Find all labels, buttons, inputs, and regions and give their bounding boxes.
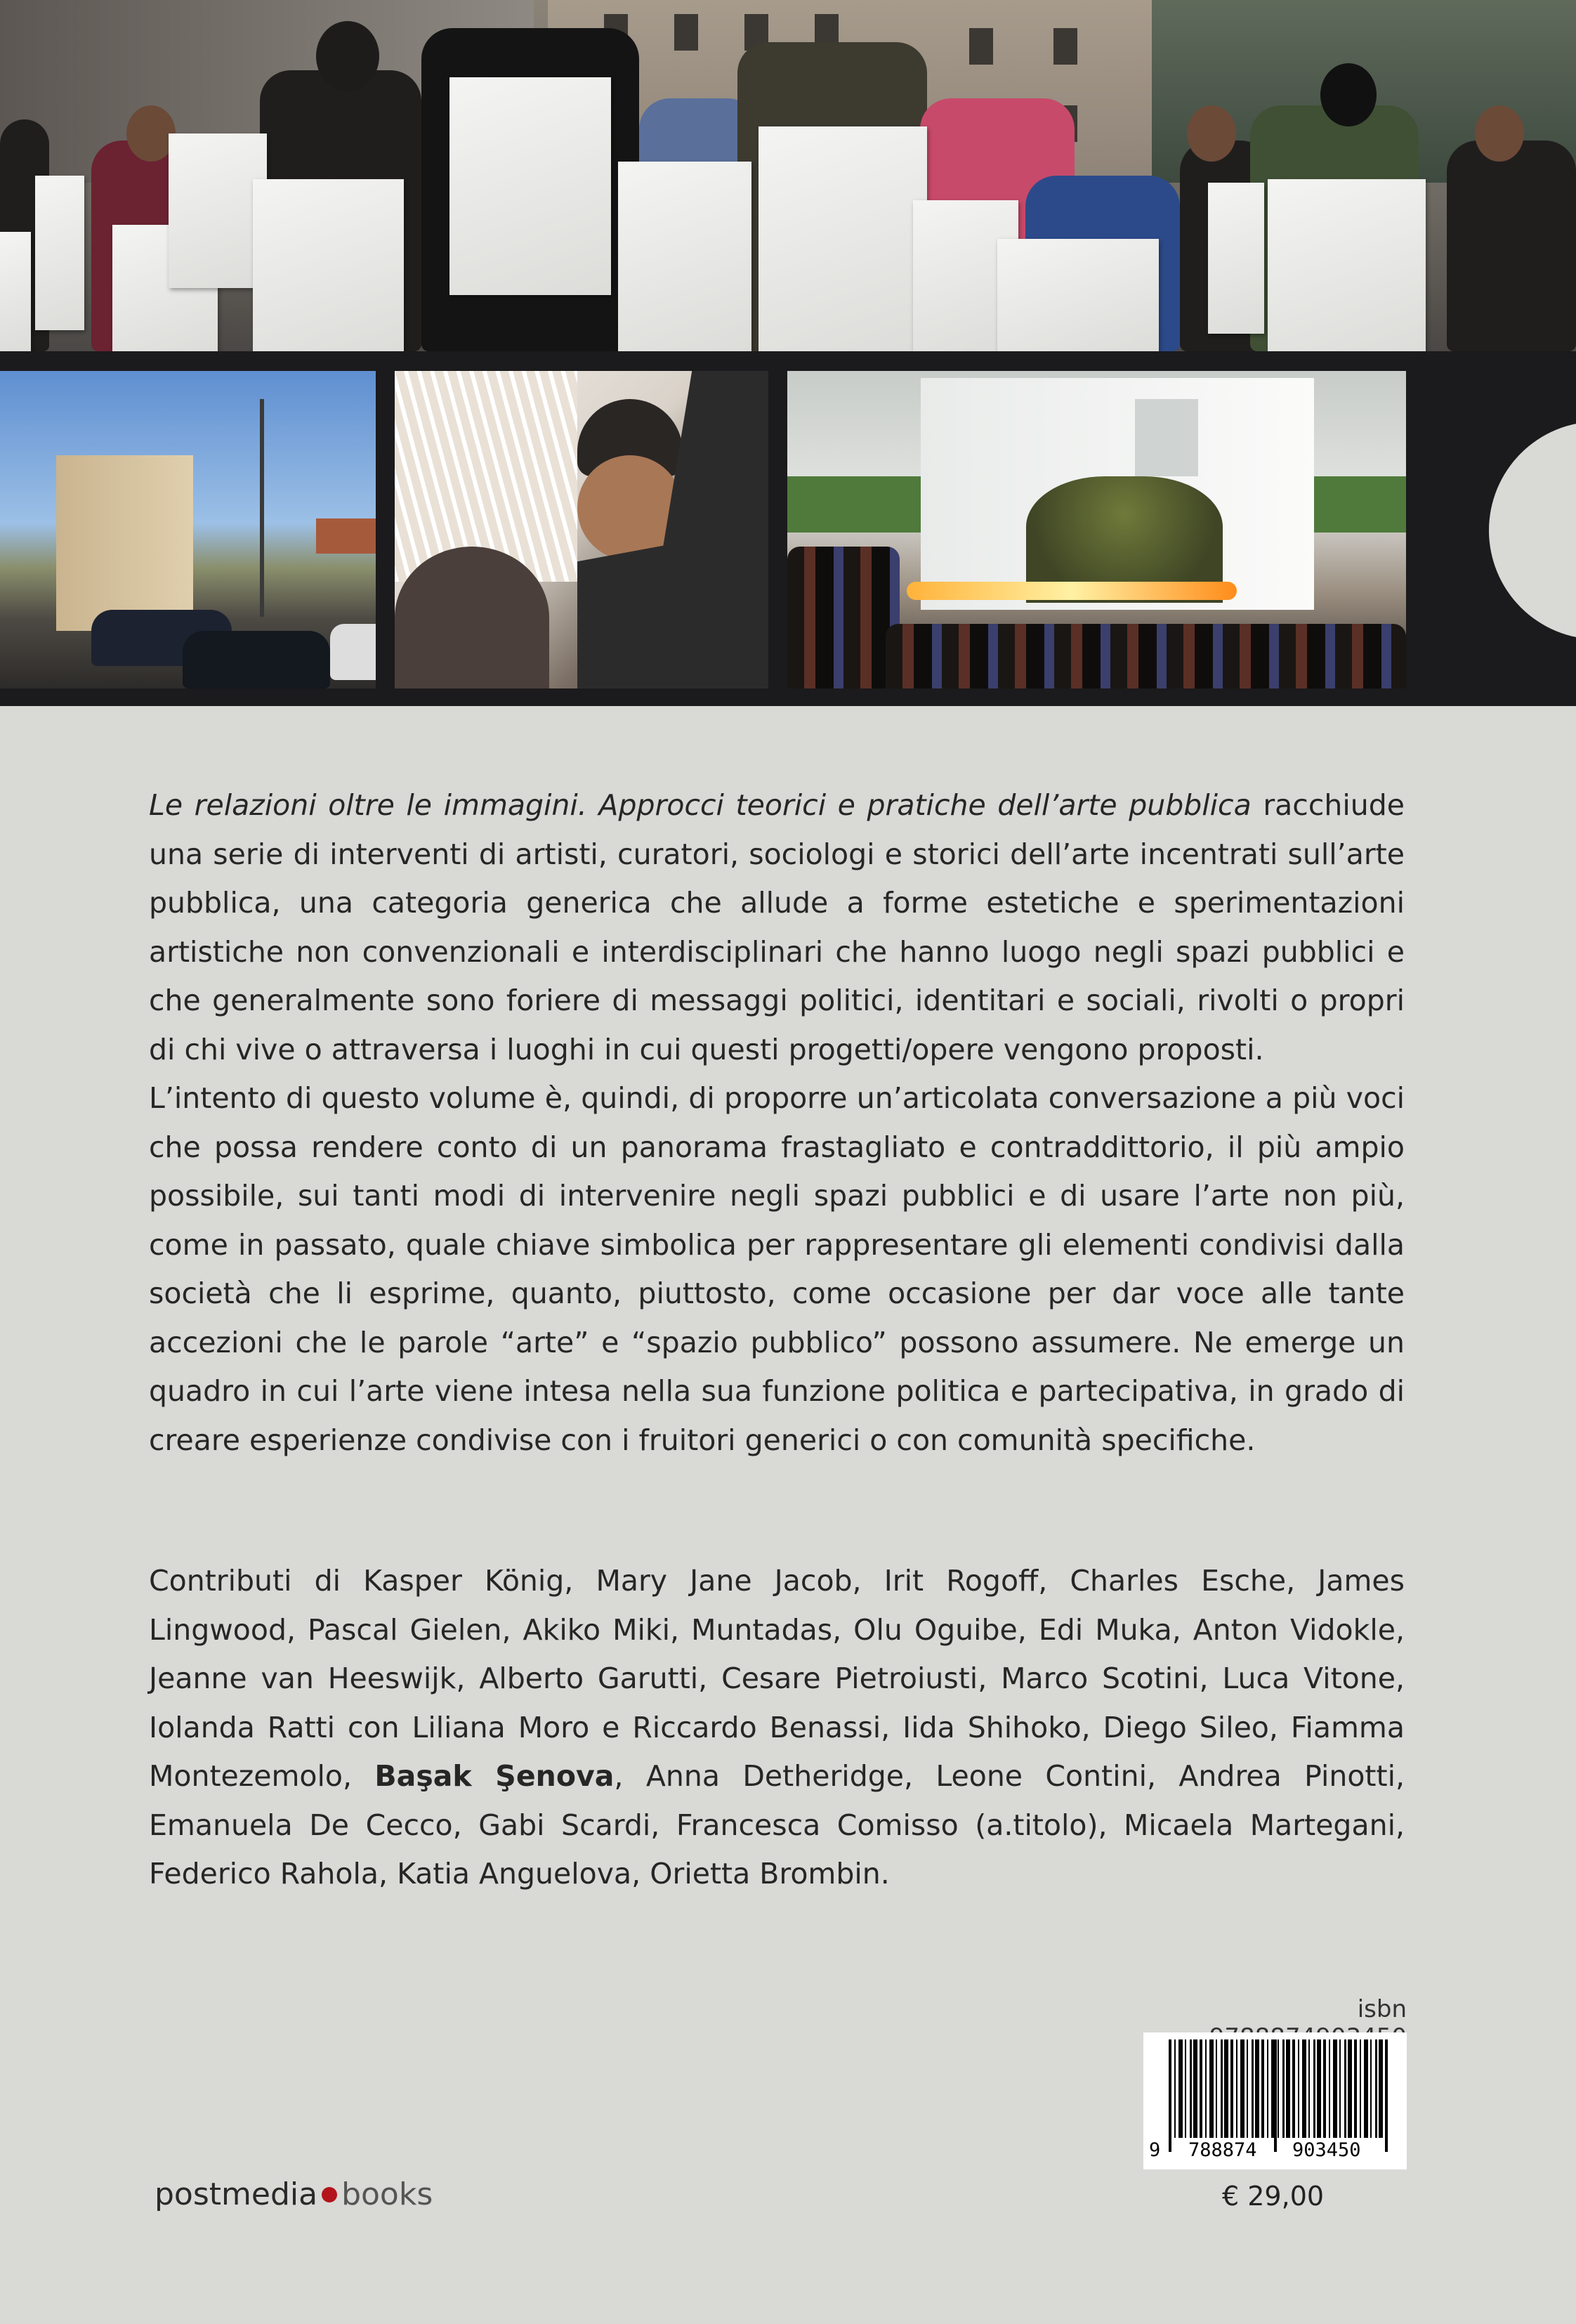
window — [969, 28, 993, 65]
thumb-concrete-house — [0, 371, 376, 688]
crowd-left — [787, 547, 900, 688]
barcode — [1143, 2032, 1407, 2169]
blank-sign — [169, 133, 267, 288]
car — [183, 631, 330, 688]
street-lamp — [260, 399, 264, 617]
blank-sign — [997, 239, 1159, 351]
book-title-italic: Le relazioni oltre le immagini. Approcci teorici e pratiche dell’arte pubblica — [149, 788, 1252, 822]
description-paragraph-1 — [149, 781, 1405, 1074]
blank-sign — [0, 232, 31, 351]
blank-sign — [618, 162, 751, 351]
head — [1320, 63, 1377, 126]
barcode-digit-group-2: 903450 — [1292, 2139, 1361, 2161]
car — [330, 624, 376, 680]
window — [674, 14, 698, 51]
person — [1447, 141, 1576, 351]
head — [1187, 105, 1236, 162]
brick-building — [316, 518, 376, 554]
top-photo-protest — [0, 0, 1576, 351]
book-description — [149, 781, 1405, 1465]
window — [1053, 28, 1077, 65]
crowd-front — [886, 624, 1406, 688]
thumb-white-wall-performance — [787, 371, 1406, 688]
contributors-text-2: , Anna Detheridge, Leone Contini, Andrea Pinotti, Emanuela De Cecco, Gabi Scardi, Francesca Comisso (a.titolo), Micaela Martegani, Federico Rahola, Katia Anguelova, Orietta Brombin. — [149, 1759, 1405, 1891]
thumb-artist-portrait — [395, 371, 768, 688]
publisher-name-part2: books — [341, 2176, 433, 2212]
contributors-list — [149, 1557, 1405, 1899]
publisher-logo — [155, 2176, 433, 2212]
barcode-bars — [1169, 2039, 1388, 2138]
barcode-guard-center — [1274, 2039, 1277, 2152]
barcode-guard-right — [1385, 2039, 1388, 2152]
head — [1475, 105, 1524, 162]
fire-line — [907, 582, 1237, 600]
publisher-dot-icon — [322, 2187, 337, 2202]
barcode-digit-group-1: 788874 — [1188, 2139, 1257, 2161]
price: € 29,00 — [1222, 2181, 1325, 2212]
blank-sign — [1268, 179, 1426, 351]
blank-sign — [449, 77, 611, 295]
sculpture-disk — [395, 547, 549, 688]
blank-sign — [1208, 183, 1264, 334]
contributors-text-1: Contributi di Kasper König, Mary Jane Jacob, Irit Rogoff, Charles Esche, James Lingwood, Pascal Gielen, Akiko Miki, Muntadas, Olu Oguibe, Edi Muka, Anton Vidokle, Jeanne van Heeswijk, Alberto Garutti, Cesare Pietroiusti, Marco Scotini, Luca Vitone, Iolanda Ratti con Liliana Moro e Riccardo Benassi, Iida Shihoko, Diego Sileo, Fiamma Montezemolo, — [149, 1564, 1405, 1793]
blank-sign — [35, 176, 84, 330]
wall-opening — [1135, 399, 1198, 476]
head — [316, 21, 379, 91]
sculpture-block — [56, 455, 193, 631]
blank-sign — [759, 126, 927, 351]
barcode-guard-left — [1169, 2039, 1171, 2152]
barcode-digit-first: 9 — [1149, 2139, 1161, 2161]
publisher-name-part1: postmedia — [155, 2176, 318, 2212]
blank-sign — [253, 179, 404, 351]
description-paragraph-2: L’intento di questo volume è, quindi, di proporre un’articolata conversazione a più voci che possa rendere conto di un panorama frastagliato e contraddittorio, il più ampio possibile, sui tanti modi di intervenire negli spazi pubblici e di usare l’arte non più, come in passato, quale chiave simbolica per rappresentare gli elementi condivisi dalla società che li esprime, quanto, piuttosto, come occasione per dar voce alle tante accezioni che le parole “arte” e “spazio pubblico” possono assumere. Ne emerge un quadro in cui l’arte viene intesa nella sua funzione politica e partecipativa, in grado di creare esperienze condivise con i fruitori generici o con comunità specifiche. — [149, 1081, 1405, 1457]
contributor-bold-name: Başak Şenova — [374, 1759, 615, 1793]
description-paragraph-1-text: racchiude una serie di interventi di artisti, curatori, sociologi e storici dell’arte incentrati sull’arte pubblica, una categoria generica che allude a forme estetiche e sperimentazioni artistiche non convenzionali e interdisciplinari che hanno luogo negli spazi pubblici e che generalmente sono foriere di messaggi politici, identitari e sociali, rivolti o propri di chi vive o attraversa i luoghi in cui questi progetti/opere vengono proposti. — [149, 788, 1405, 1066]
isbn-label: isbn — [1357, 1995, 1407, 2023]
